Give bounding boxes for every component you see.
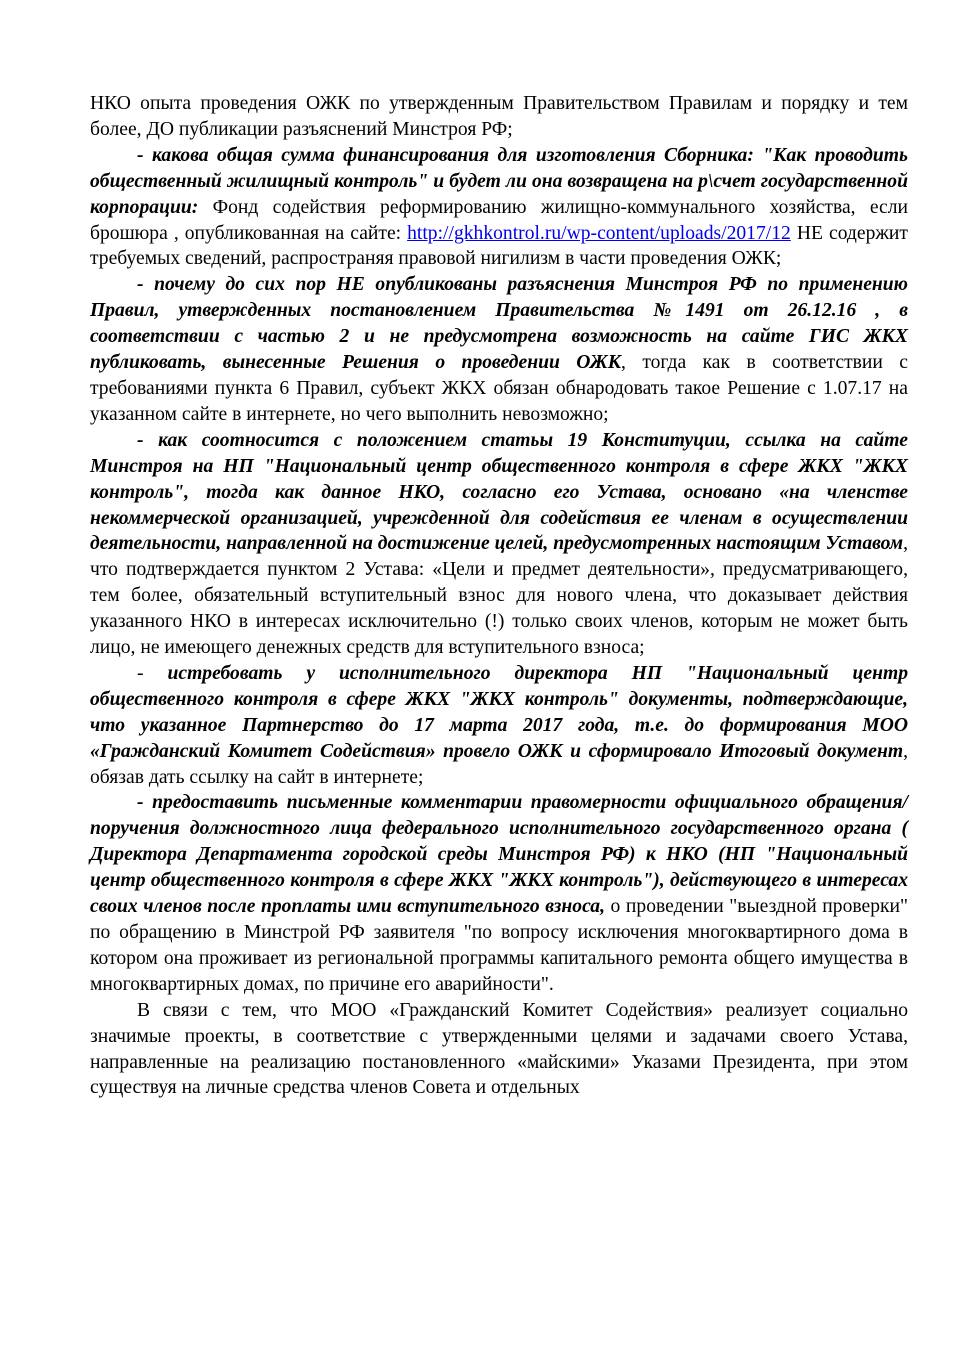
bold-question-text: - какова общая сумма финансирования для изготовления Сборника: "Как проводить общественный жилищный контроль" и будет ли она возвращена на р\счет государственной корпорации: xyxy=(90,144,908,218)
bold-question-text: истребовать у исполнительного директора НП "Национальный центр общественного контроля в сфере ЖКХ "ЖКХ контроль" документы, подтверждающие, что указанное Партнерство до 17 марта 2017 года, т.е. до формирования МОО «Гражданский Комитет Содействия» провело ОЖК и сформировало Итоговый документ xyxy=(90,662,908,762)
paragraph-3 xyxy=(90,272,908,427)
paragraph-6 xyxy=(90,790,908,997)
paragraph-text: , что подтверждается пунктом 2 Устава: «Цели и предмет деятельности», предусматривающего, тем более, обязательный вступительный взнос для нового члена, что доказывает действия указанного НКО в интересах исключительно (!) только своих членов, которым не может быть лицо, не имеющего денежных средств для вступительного взноса; xyxy=(90,533,908,659)
paragraph-text: НЕ содержит требуемых сведений, распространяя правовой нигилизм в части проведения ОЖК; xyxy=(90,222,908,270)
gkhkontrol-link[interactable]: http://gkhkontrol.ru/wp-content/uploads/2017/12 xyxy=(407,222,791,244)
bold-question-text: - предоставить письменные комментарии правомерности официального обращения/поручения должностного лица федерального исполнительного государственного органа ( Директора Департамента городской среды Минстроя РФ) к НКО (НП "Национальный центр общественного контроля в сфере ЖКХ "ЖКХ контроль"), действующего в интересах своих членов после проплаты ими вступительного взноса, xyxy=(90,792,908,918)
paragraph-text: , обязав дать ссылку на сайт в интернете; xyxy=(90,740,908,788)
bold-question-text: - почему до сих пор НЕ опубликованы разъяснения Минстроя РФ по применению Правил, утвержденных постановлением Правительства №1491 от 26.12.16 , в соответствии с частью 2 и не предусмотрена возможность на сайте ГИС ЖКХ публиковать, вынесенные Решения о проведении ОЖК xyxy=(90,274,908,374)
paragraph-5 xyxy=(90,661,908,791)
paragraph-text: - xyxy=(137,662,168,684)
paragraph-text: о проведении "выездной проверки" по обращению в Минстрой РФ заявителя "по вопросу исключения многоквартирного дома в котором она проживает из региональной программы капитального ремонта общего имущества в многоквартирных домах, по причине его аварийности". xyxy=(90,896,909,995)
paragraph-text: , тогда как в соответствии с требованиями пункта 6 Правил, субъект ЖКХ обязан обнародовать такое Решение с 1.07.17 на указанном сайте в интернете, но чего выполнить невозможно; xyxy=(90,352,908,425)
paragraph-text: В связи с тем, что МОО «Гражданский Комитет Содействия» реализует социально значимые проекты, в соответствие с утвержденными целями и задачами своего Устава, направленные на реализацию постановленного «майскими» Указами Президента, при этом существуя на личные средства членов Совета и отдельных xyxy=(90,999,908,1099)
paragraph-4 xyxy=(90,428,908,661)
paragraph-1 xyxy=(90,91,908,143)
paragraph-text: НКО опыта проведения ОЖК по утвержденным Правительством Правилам и порядку и тем более, ДО публикации разъяснений Минстроя РФ; xyxy=(90,93,908,140)
paragraph-7 xyxy=(90,998,908,1102)
paragraph-2 xyxy=(90,143,908,273)
bold-question-text: - как соотносится с положением статьы 19 Конституции, ссылка на сайте Минстроя на НП "Национальный центр общественного контроля в сфере ЖКХ "ЖКХ контроль", тогда как данное НКО, согласно его Устава, основано «на членстве некоммерческой организацией, учрежденной для содействия ее членам в осуществлении деятельности, направленной на достижение целей, предусмотренных настоящим Уставом xyxy=(90,429,908,555)
document-page xyxy=(90,91,908,1101)
paragraph-text: Фонд содействия реформированию жилищно-коммунального хозяйства, если брошюра , опубликованная на сайте: xyxy=(90,196,908,244)
